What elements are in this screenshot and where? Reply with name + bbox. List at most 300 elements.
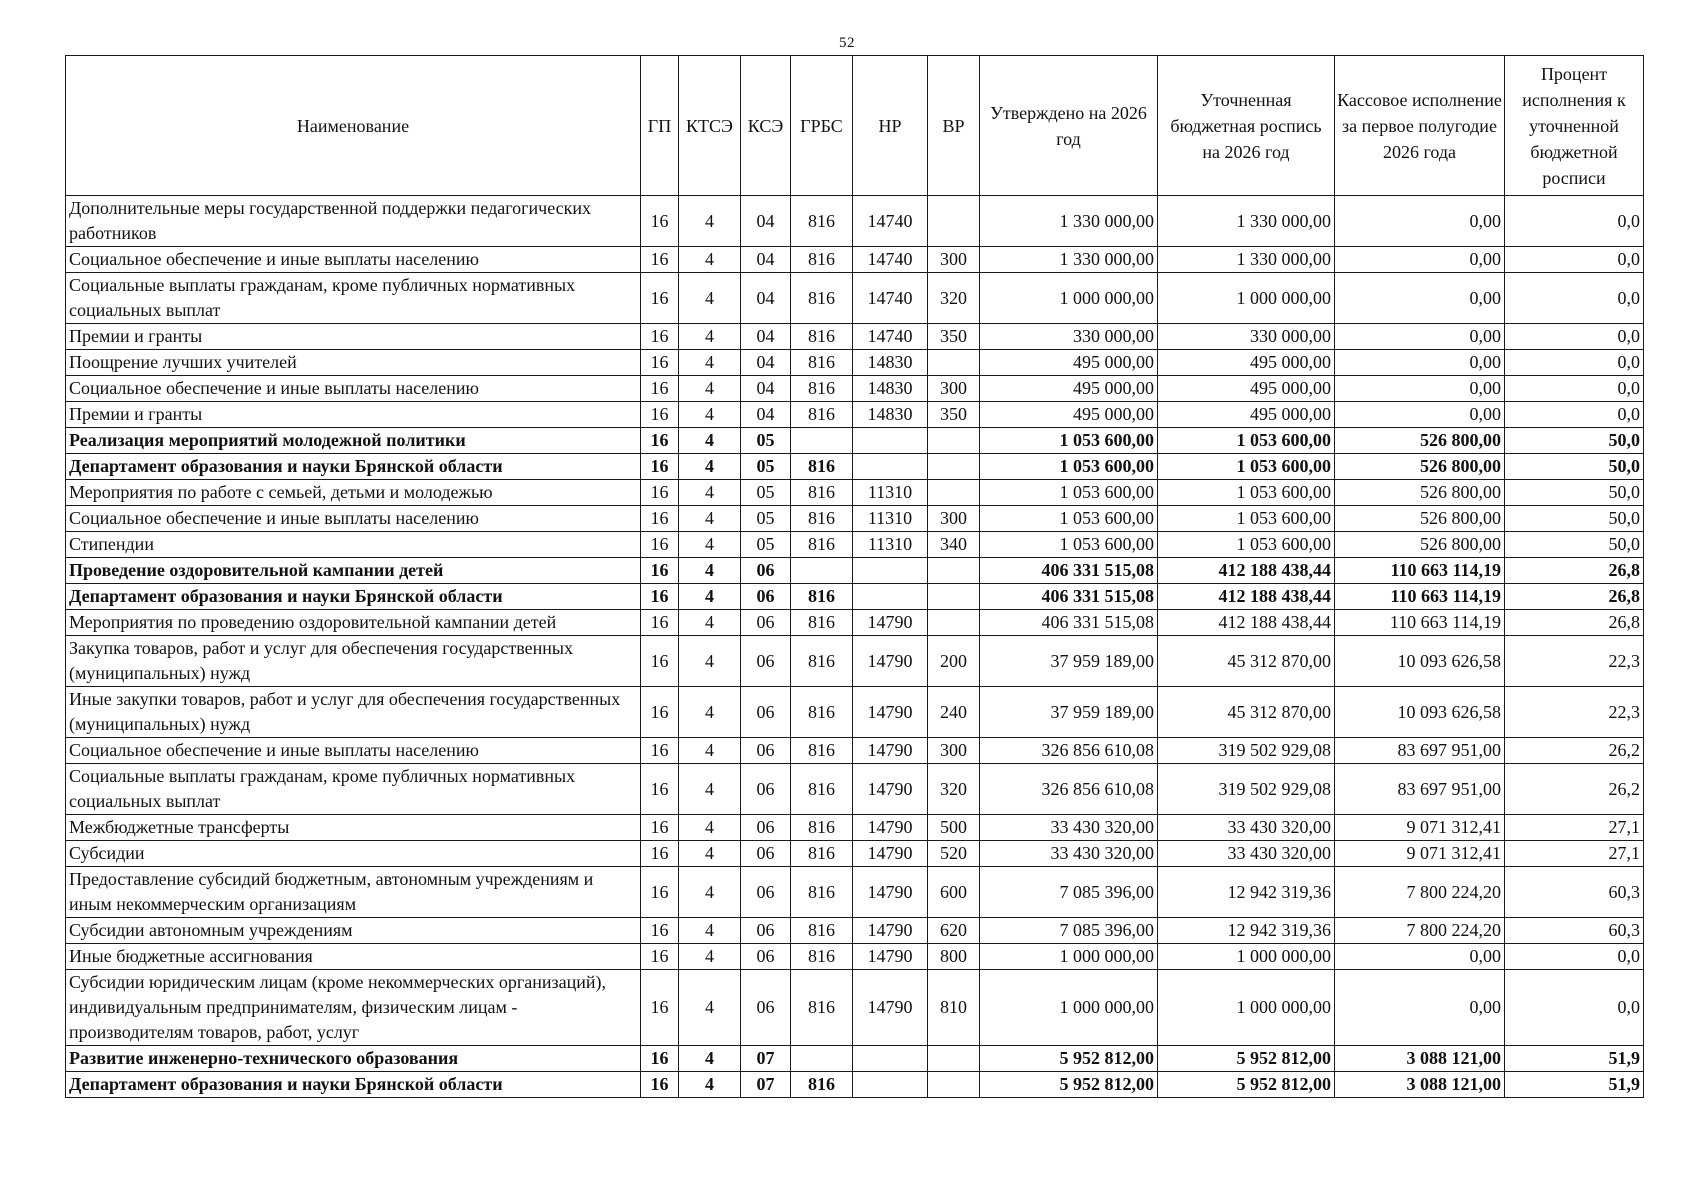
cell-name: Департамент образования и науки Брянской области <box>66 584 641 610</box>
cell-name: Субсидии автономным учреждениям <box>66 918 641 944</box>
cell-vr: 320 <box>928 764 980 815</box>
cell-grbs <box>791 558 853 584</box>
cell-approved: 1 000 000,00 <box>980 944 1158 970</box>
cell-refined: 1 053 600,00 <box>1158 480 1335 506</box>
cell-kse: 05 <box>741 532 791 558</box>
cell-gp: 16 <box>641 454 679 480</box>
cell-nr: 14790 <box>853 944 928 970</box>
cell-grbs: 816 <box>791 376 853 402</box>
cell-name: Субсидии <box>66 841 641 867</box>
cell-executed: 10 093 626,58 <box>1335 636 1505 687</box>
cell-approved: 37 959 189,00 <box>980 636 1158 687</box>
cell-kse: 04 <box>741 196 791 247</box>
cell-approved: 1 000 000,00 <box>980 970 1158 1046</box>
cell-approved: 406 331 515,08 <box>980 584 1158 610</box>
cell-name: Реализация мероприятий молодежной политики <box>66 428 641 454</box>
cell-approved: 326 856 610,08 <box>980 764 1158 815</box>
cell-executed: 526 800,00 <box>1335 428 1505 454</box>
cell-percent: 0,0 <box>1505 402 1644 428</box>
cell-kse: 06 <box>741 636 791 687</box>
table-row <box>66 506 1644 532</box>
cell-nr: 14790 <box>853 687 928 738</box>
cell-nr: 14740 <box>853 247 928 273</box>
cell-nr: 14790 <box>853 738 928 764</box>
cell-executed: 110 663 114,19 <box>1335 558 1505 584</box>
cell-executed: 7 800 224,20 <box>1335 867 1505 918</box>
cell-grbs: 816 <box>791 350 853 376</box>
cell-approved: 1 053 600,00 <box>980 428 1158 454</box>
cell-executed: 83 697 951,00 <box>1335 738 1505 764</box>
cell-name: Субсидии юридическим лицам (кроме некоммерческих организаций), индивидуальным предпринимателям, физическим лицам - производителям товаров, работ, услуг <box>66 970 641 1046</box>
cell-executed: 0,00 <box>1335 970 1505 1046</box>
cell-vr: 300 <box>928 247 980 273</box>
cell-gp: 16 <box>641 764 679 815</box>
cell-refined: 45 312 870,00 <box>1158 687 1335 738</box>
cell-refined: 1 053 600,00 <box>1158 454 1335 480</box>
cell-refined: 5 952 812,00 <box>1158 1046 1335 1072</box>
cell-name: Иные бюджетные ассигнования <box>66 944 641 970</box>
cell-ktse: 4 <box>679 636 741 687</box>
cell-gp: 16 <box>641 944 679 970</box>
cell-grbs: 816 <box>791 1072 853 1098</box>
cell-refined: 1 053 600,00 <box>1158 532 1335 558</box>
cell-percent: 60,3 <box>1505 918 1644 944</box>
table-row <box>66 480 1644 506</box>
cell-ktse: 4 <box>679 273 741 324</box>
cell-nr: 14830 <box>853 376 928 402</box>
cell-kse: 05 <box>741 480 791 506</box>
cell-vr: 810 <box>928 970 980 1046</box>
cell-vr: 300 <box>928 738 980 764</box>
cell-percent: 0,0 <box>1505 350 1644 376</box>
table-row <box>66 918 1644 944</box>
cell-vr: 500 <box>928 815 980 841</box>
cell-percent: 51,9 <box>1505 1046 1644 1072</box>
cell-nr <box>853 584 928 610</box>
cell-kse: 06 <box>741 584 791 610</box>
cell-grbs: 816 <box>791 738 853 764</box>
cell-gp: 16 <box>641 970 679 1046</box>
cell-percent: 26,8 <box>1505 584 1644 610</box>
table-row <box>66 636 1644 687</box>
cell-ktse: 4 <box>679 1046 741 1072</box>
cell-approved: 495 000,00 <box>980 350 1158 376</box>
cell-nr <box>853 428 928 454</box>
cell-refined: 1 330 000,00 <box>1158 247 1335 273</box>
cell-percent: 0,0 <box>1505 944 1644 970</box>
cell-percent: 27,1 <box>1505 815 1644 841</box>
cell-approved: 33 430 320,00 <box>980 841 1158 867</box>
cell-vr: 200 <box>928 636 980 687</box>
table-row <box>66 376 1644 402</box>
column-header-percent: Процент исполнения к уточненной бюджетной росписи <box>1505 56 1644 196</box>
cell-kse: 06 <box>741 687 791 738</box>
cell-kse: 04 <box>741 247 791 273</box>
table-row <box>66 428 1644 454</box>
cell-refined: 412 188 438,44 <box>1158 558 1335 584</box>
cell-ktse: 4 <box>679 764 741 815</box>
cell-percent: 0,0 <box>1505 376 1644 402</box>
cell-ktse: 4 <box>679 428 741 454</box>
cell-nr: 14790 <box>853 610 928 636</box>
table-row <box>66 867 1644 918</box>
cell-approved: 1 330 000,00 <box>980 247 1158 273</box>
cell-grbs: 816 <box>791 610 853 636</box>
table-row <box>66 687 1644 738</box>
table-row <box>66 324 1644 350</box>
cell-vr <box>928 1072 980 1098</box>
cell-kse: 04 <box>741 324 791 350</box>
cell-executed: 526 800,00 <box>1335 532 1505 558</box>
cell-ktse: 4 <box>679 918 741 944</box>
cell-ktse: 4 <box>679 687 741 738</box>
cell-approved: 326 856 610,08 <box>980 738 1158 764</box>
cell-gp: 16 <box>641 273 679 324</box>
cell-ktse: 4 <box>679 324 741 350</box>
table-row <box>66 196 1644 247</box>
cell-grbs: 816 <box>791 918 853 944</box>
cell-approved: 406 331 515,08 <box>980 558 1158 584</box>
cell-kse: 05 <box>741 506 791 532</box>
cell-kse: 06 <box>741 738 791 764</box>
cell-ktse: 4 <box>679 841 741 867</box>
cell-percent: 0,0 <box>1505 196 1644 247</box>
table-body <box>66 196 1644 1098</box>
cell-executed: 3 088 121,00 <box>1335 1046 1505 1072</box>
cell-grbs: 816 <box>791 196 853 247</box>
cell-kse: 05 <box>741 454 791 480</box>
cell-vr <box>928 610 980 636</box>
cell-kse: 04 <box>741 402 791 428</box>
cell-nr: 14830 <box>853 402 928 428</box>
cell-vr: 620 <box>928 918 980 944</box>
cell-ktse: 4 <box>679 196 741 247</box>
cell-refined: 1 053 600,00 <box>1158 428 1335 454</box>
cell-kse: 06 <box>741 558 791 584</box>
cell-gp: 16 <box>641 247 679 273</box>
cell-refined: 12 942 319,36 <box>1158 918 1335 944</box>
cell-grbs: 816 <box>791 532 853 558</box>
cell-executed: 0,00 <box>1335 273 1505 324</box>
cell-vr: 340 <box>928 532 980 558</box>
cell-name: Социальное обеспечение и иные выплаты населению <box>66 247 641 273</box>
cell-nr: 14790 <box>853 841 928 867</box>
cell-percent: 51,9 <box>1505 1072 1644 1098</box>
cell-vr: 800 <box>928 944 980 970</box>
cell-name: Развитие инженерно-технического образования <box>66 1046 641 1072</box>
cell-kse: 06 <box>741 610 791 636</box>
cell-nr: 11310 <box>853 480 928 506</box>
cell-gp: 16 <box>641 532 679 558</box>
cell-vr: 350 <box>928 402 980 428</box>
cell-vr <box>928 428 980 454</box>
cell-executed: 83 697 951,00 <box>1335 764 1505 815</box>
table-row <box>66 764 1644 815</box>
cell-nr: 14740 <box>853 324 928 350</box>
cell-nr: 14790 <box>853 636 928 687</box>
cell-grbs: 816 <box>791 867 853 918</box>
cell-ktse: 4 <box>679 506 741 532</box>
table-row <box>66 841 1644 867</box>
cell-grbs: 816 <box>791 324 853 350</box>
cell-grbs <box>791 1046 853 1072</box>
table-row <box>66 1072 1644 1098</box>
cell-percent: 60,3 <box>1505 867 1644 918</box>
cell-name: Департамент образования и науки Брянской области <box>66 454 641 480</box>
cell-gp: 16 <box>641 738 679 764</box>
cell-gp: 16 <box>641 196 679 247</box>
column-header-executed: Кассовое исполнение за первое полугодие 2026 года <box>1335 56 1505 196</box>
cell-kse: 07 <box>741 1046 791 1072</box>
cell-gp: 16 <box>641 1072 679 1098</box>
cell-vr <box>928 1046 980 1072</box>
table-row <box>66 738 1644 764</box>
cell-name: Департамент образования и науки Брянской области <box>66 1072 641 1098</box>
cell-gp: 16 <box>641 636 679 687</box>
cell-grbs: 816 <box>791 402 853 428</box>
cell-name: Социальное обеспечение и иные выплаты населению <box>66 738 641 764</box>
cell-percent: 50,0 <box>1505 480 1644 506</box>
cell-grbs: 816 <box>791 584 853 610</box>
cell-grbs <box>791 428 853 454</box>
cell-kse: 04 <box>741 350 791 376</box>
cell-name: Закупка товаров, работ и услуг для обеспечения государственных (муниципальных) нужд <box>66 636 641 687</box>
cell-percent: 0,0 <box>1505 970 1644 1046</box>
cell-gp: 16 <box>641 350 679 376</box>
cell-gp: 16 <box>641 584 679 610</box>
cell-approved: 1 053 600,00 <box>980 506 1158 532</box>
table-row <box>66 532 1644 558</box>
cell-name: Премии и гранты <box>66 402 641 428</box>
table-row <box>66 350 1644 376</box>
cell-approved: 1 053 600,00 <box>980 480 1158 506</box>
cell-grbs: 816 <box>791 273 853 324</box>
cell-percent: 27,1 <box>1505 841 1644 867</box>
cell-ktse: 4 <box>679 610 741 636</box>
cell-name: Иные закупки товаров, работ и услуг для обеспечения государственных (муниципальных) нужд <box>66 687 641 738</box>
cell-nr: 14740 <box>853 273 928 324</box>
cell-kse: 06 <box>741 970 791 1046</box>
cell-kse: 06 <box>741 918 791 944</box>
cell-executed: 0,00 <box>1335 350 1505 376</box>
cell-executed: 526 800,00 <box>1335 480 1505 506</box>
cell-approved: 495 000,00 <box>980 402 1158 428</box>
cell-gp: 16 <box>641 841 679 867</box>
cell-percent: 0,0 <box>1505 324 1644 350</box>
cell-executed: 0,00 <box>1335 196 1505 247</box>
cell-nr: 14740 <box>853 196 928 247</box>
cell-grbs: 816 <box>791 506 853 532</box>
cell-vr <box>928 584 980 610</box>
cell-nr: 14790 <box>853 970 928 1046</box>
cell-kse: 06 <box>741 944 791 970</box>
cell-grbs: 816 <box>791 970 853 1046</box>
cell-gp: 16 <box>641 610 679 636</box>
cell-ktse: 4 <box>679 376 741 402</box>
cell-percent: 22,3 <box>1505 636 1644 687</box>
cell-refined: 33 430 320,00 <box>1158 815 1335 841</box>
table-row <box>66 402 1644 428</box>
cell-ktse: 4 <box>679 532 741 558</box>
column-header-grbs: ГРБС <box>791 56 853 196</box>
cell-vr: 600 <box>928 867 980 918</box>
cell-refined: 1 330 000,00 <box>1158 196 1335 247</box>
column-header-ktse: КТСЭ <box>679 56 741 196</box>
cell-vr: 320 <box>928 273 980 324</box>
cell-approved: 5 952 812,00 <box>980 1072 1158 1098</box>
cell-percent: 26,8 <box>1505 610 1644 636</box>
cell-name: Мероприятия по работе с семьей, детьми и молодежью <box>66 480 641 506</box>
cell-grbs: 816 <box>791 454 853 480</box>
cell-vr <box>928 350 980 376</box>
cell-executed: 10 093 626,58 <box>1335 687 1505 738</box>
column-header-gp: ГП <box>641 56 679 196</box>
table-row <box>66 247 1644 273</box>
table-row <box>66 815 1644 841</box>
cell-name: Социальное обеспечение и иные выплаты населению <box>66 376 641 402</box>
cell-name: Проведение оздоровительной кампании детей <box>66 558 641 584</box>
cell-ktse: 4 <box>679 867 741 918</box>
cell-refined: 319 502 929,08 <box>1158 738 1335 764</box>
cell-name: Стипендии <box>66 532 641 558</box>
cell-ktse: 4 <box>679 402 741 428</box>
cell-vr <box>928 454 980 480</box>
table-row <box>66 273 1644 324</box>
cell-percent: 0,0 <box>1505 273 1644 324</box>
cell-approved: 406 331 515,08 <box>980 610 1158 636</box>
cell-gp: 16 <box>641 428 679 454</box>
cell-refined: 33 430 320,00 <box>1158 841 1335 867</box>
cell-refined: 495 000,00 <box>1158 376 1335 402</box>
cell-nr <box>853 1046 928 1072</box>
cell-executed: 0,00 <box>1335 247 1505 273</box>
cell-ktse: 4 <box>679 247 741 273</box>
cell-gp: 16 <box>641 687 679 738</box>
cell-refined: 5 952 812,00 <box>1158 1072 1335 1098</box>
cell-executed: 0,00 <box>1335 376 1505 402</box>
cell-executed: 0,00 <box>1335 324 1505 350</box>
cell-grbs: 816 <box>791 247 853 273</box>
cell-vr: 520 <box>928 841 980 867</box>
cell-percent: 50,0 <box>1505 506 1644 532</box>
cell-grbs: 816 <box>791 841 853 867</box>
cell-approved: 33 430 320,00 <box>980 815 1158 841</box>
cell-ktse: 4 <box>679 584 741 610</box>
cell-ktse: 4 <box>679 738 741 764</box>
budget-table <box>65 55 1644 1098</box>
column-header-name: Наименование <box>66 56 641 196</box>
cell-percent: 50,0 <box>1505 532 1644 558</box>
cell-nr <box>853 1072 928 1098</box>
cell-nr: 11310 <box>853 506 928 532</box>
cell-vr <box>928 196 980 247</box>
cell-grbs: 816 <box>791 944 853 970</box>
cell-nr: 14790 <box>853 764 928 815</box>
cell-percent: 50,0 <box>1505 428 1644 454</box>
cell-nr: 11310 <box>853 532 928 558</box>
cell-approved: 495 000,00 <box>980 376 1158 402</box>
cell-percent: 0,0 <box>1505 247 1644 273</box>
cell-approved: 37 959 189,00 <box>980 687 1158 738</box>
cell-executed: 9 071 312,41 <box>1335 815 1505 841</box>
cell-gp: 16 <box>641 867 679 918</box>
cell-name: Дополнительные меры государственной поддержки педагогических работников <box>66 196 641 247</box>
cell-gp: 16 <box>641 324 679 350</box>
cell-ktse: 4 <box>679 480 741 506</box>
cell-grbs: 816 <box>791 815 853 841</box>
cell-refined: 12 942 319,36 <box>1158 867 1335 918</box>
cell-kse: 06 <box>741 867 791 918</box>
column-header-refined: Уточненная бюджетная роспись на 2026 год <box>1158 56 1335 196</box>
cell-name: Межбюджетные трансферты <box>66 815 641 841</box>
cell-approved: 1 053 600,00 <box>980 532 1158 558</box>
column-header-approved: Утверждено на 2026 год <box>980 56 1158 196</box>
cell-approved: 330 000,00 <box>980 324 1158 350</box>
table-header-row <box>66 56 1644 196</box>
column-header-vr: ВР <box>928 56 980 196</box>
cell-executed: 0,00 <box>1335 402 1505 428</box>
cell-approved: 1 330 000,00 <box>980 196 1158 247</box>
cell-nr: 14790 <box>853 918 928 944</box>
column-header-nr: НР <box>853 56 928 196</box>
cell-ktse: 4 <box>679 1072 741 1098</box>
table-row <box>66 1046 1644 1072</box>
cell-name: Социальные выплаты гражданам, кроме публичных нормативных социальных выплат <box>66 273 641 324</box>
cell-nr: 14790 <box>853 815 928 841</box>
cell-grbs: 816 <box>791 764 853 815</box>
cell-nr: 14830 <box>853 350 928 376</box>
cell-approved: 1 053 600,00 <box>980 454 1158 480</box>
cell-executed: 9 071 312,41 <box>1335 841 1505 867</box>
cell-kse: 04 <box>741 273 791 324</box>
cell-refined: 412 188 438,44 <box>1158 610 1335 636</box>
cell-percent: 22,3 <box>1505 687 1644 738</box>
cell-percent: 26,8 <box>1505 558 1644 584</box>
cell-approved: 7 085 396,00 <box>980 867 1158 918</box>
cell-ktse: 4 <box>679 944 741 970</box>
cell-executed: 7 800 224,20 <box>1335 918 1505 944</box>
cell-name: Социальные выплаты гражданам, кроме публичных нормативных социальных выплат <box>66 764 641 815</box>
cell-kse: 07 <box>741 1072 791 1098</box>
cell-gp: 16 <box>641 558 679 584</box>
cell-gp: 16 <box>641 1046 679 1072</box>
cell-grbs: 816 <box>791 480 853 506</box>
cell-gp: 16 <box>641 918 679 944</box>
cell-refined: 1 053 600,00 <box>1158 506 1335 532</box>
cell-refined: 495 000,00 <box>1158 350 1335 376</box>
cell-percent: 26,2 <box>1505 738 1644 764</box>
cell-vr <box>928 558 980 584</box>
cell-kse: 05 <box>741 428 791 454</box>
cell-nr <box>853 558 928 584</box>
cell-vr: 350 <box>928 324 980 350</box>
cell-executed: 3 088 121,00 <box>1335 1072 1505 1098</box>
cell-gp: 16 <box>641 402 679 428</box>
cell-approved: 1 000 000,00 <box>980 273 1158 324</box>
cell-grbs: 816 <box>791 687 853 738</box>
cell-kse: 06 <box>741 841 791 867</box>
cell-nr <box>853 454 928 480</box>
cell-percent: 26,2 <box>1505 764 1644 815</box>
cell-percent: 50,0 <box>1505 454 1644 480</box>
cell-executed: 110 663 114,19 <box>1335 584 1505 610</box>
column-header-kse: КСЭ <box>741 56 791 196</box>
cell-refined: 1 000 000,00 <box>1158 273 1335 324</box>
page-number: 52 <box>839 35 855 51</box>
cell-refined: 319 502 929,08 <box>1158 764 1335 815</box>
cell-executed: 526 800,00 <box>1335 454 1505 480</box>
table-row <box>66 944 1644 970</box>
